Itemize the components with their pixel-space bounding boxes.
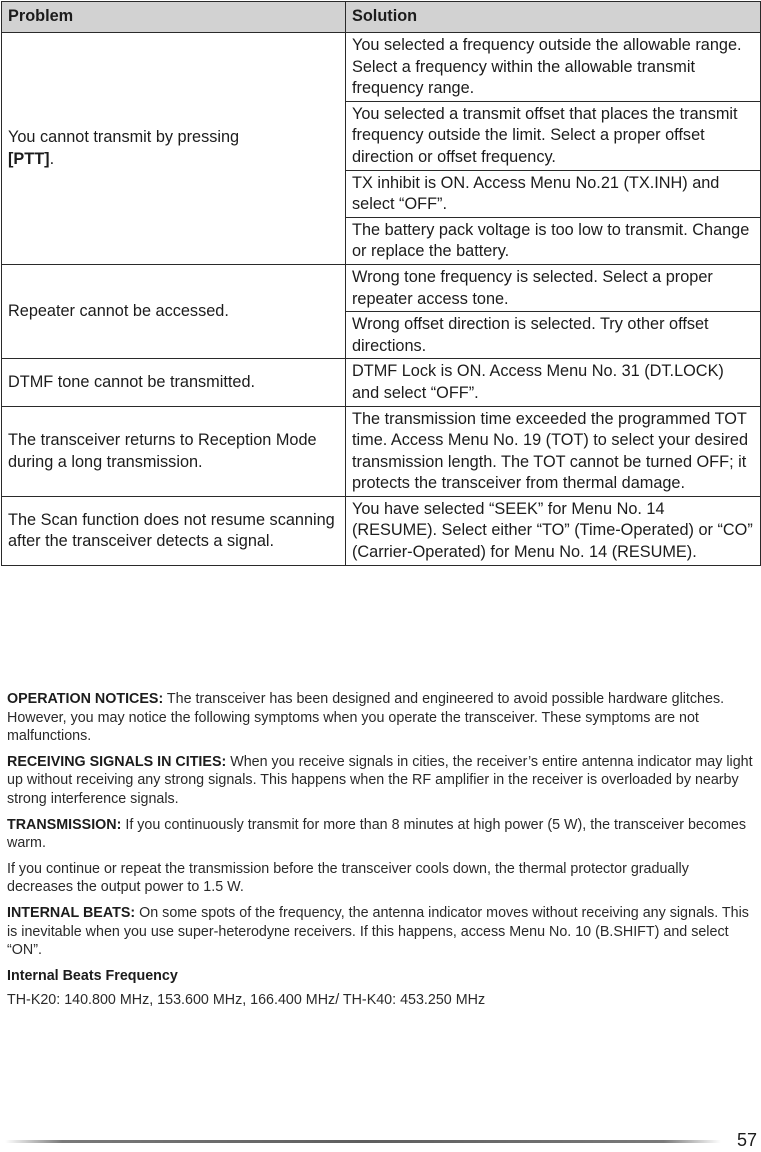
beats-frequency-text: TH-K20: 140.800 MHz, 153.600 MHz, 166.400 MHz/ TH-K40: 453.250 MHz bbox=[7, 992, 486, 1009]
problem-cell: Repeater cannot be accessed. bbox=[2, 264, 346, 358]
table-row bbox=[2, 264, 761, 311]
table-row bbox=[2, 33, 761, 102]
problem-punctuation: . bbox=[49, 149, 55, 168]
receiving-signals-paragraph bbox=[7, 753, 757, 809]
transmission-paragraph bbox=[7, 816, 757, 853]
transmission-continued-paragraph: If you continue or repeat the transmission before the transceiver cools down, the thermal protector gradually decreases the output power to 1.5 W. bbox=[7, 860, 689, 896]
solution-cell: The battery pack voltage is too low to transmit. Change or replace the battery. bbox=[346, 217, 761, 264]
footer-rule bbox=[5, 1140, 721, 1143]
solution-cell: DTMF Lock is ON. Access Menu No. 31 (DT.LOCK) and select “OFF”. bbox=[346, 359, 761, 406]
notices-section bbox=[7, 690, 757, 1017]
operation-notices-text: The transceiver has been designed and engineered to avoid possible hardware glitches. However, you may notice the following symptoms when you operate the transceiver. These symptoms are not malfunctions. bbox=[7, 691, 725, 745]
problem-cell: The Scan function does not resume scanning after the transceiver detects a signal. bbox=[2, 496, 346, 565]
table-row bbox=[2, 359, 761, 406]
internal-beats-text: On some spots of the frequency, the antenna indicator moves without receiving any signals. This is inevitable when you use super-heterodyne receivers. If this happens, access Menu No. 10 (B.SHIFT) and select “ON”. bbox=[7, 904, 749, 959]
internal-beats-paragraph bbox=[7, 904, 757, 960]
table-header-row bbox=[2, 2, 761, 33]
table-row bbox=[2, 406, 761, 496]
solution-cell: TX inhibit is ON. Access Menu No.21 (TX.INH) and select “OFF”. bbox=[346, 170, 761, 217]
receiving-signals-text: When you receive signals in cities, the receiver’s entire antenna indicator may light up without receiving any strong signals. This happens when the RF amplifier in the receiver is overloaded by nearby strong interference signals. bbox=[7, 753, 753, 807]
solution-cell: You selected a transmit offset that places the transmit frequency outside the limit. Select a proper offset direction or offset frequency. bbox=[346, 101, 761, 170]
problem-text: You cannot transmit by pressing bbox=[8, 128, 240, 147]
page-number: 57 bbox=[736, 1130, 757, 1150]
transmission-heading: TRANSMISSION: bbox=[7, 816, 122, 833]
problem-column-header: Problem bbox=[2, 2, 346, 33]
problem-cell: The transceiver returns to Reception Mode during a long transmission. bbox=[2, 406, 346, 496]
problem-cell bbox=[2, 33, 346, 265]
operation-notices-heading: OPERATION NOTICES: bbox=[7, 691, 164, 707]
solution-cell: Wrong offset direction is selected. Try other offset directions. bbox=[346, 312, 761, 359]
solution-column-header: Solution bbox=[346, 2, 761, 33]
receiving-signals-heading: RECEIVING SIGNALS IN CITIES: bbox=[7, 753, 227, 770]
transmission-text: If you continuously transmit for more than 8 minutes at high power (5 W), the transceiver becomes warm. bbox=[7, 816, 746, 852]
operation-notices-paragraph bbox=[7, 690, 757, 746]
beats-frequency-heading: Internal Beats Frequency bbox=[7, 967, 178, 984]
solution-cell: The transmission time exceeded the programmed TOT time. Access Menu No. 19 (TOT) to select your desired transmission length. The TOT cannot be turned OFF; it protects the transceiver from thermal damage. bbox=[346, 406, 761, 496]
internal-beats-heading: INTERNAL BEATS: bbox=[7, 904, 136, 921]
problem-cell: DTMF tone cannot be transmitted. bbox=[2, 359, 346, 406]
troubleshooting-table bbox=[1, 1, 761, 566]
ptt-key-label: [PTT] bbox=[8, 149, 50, 168]
solution-cell: You selected a frequency outside the allowable range. Select a frequency within the allowable transmit frequency range. bbox=[346, 33, 761, 102]
solution-cell: Wrong tone frequency is selected. Select a proper repeater access tone. bbox=[346, 264, 761, 311]
table-row bbox=[2, 496, 761, 565]
solution-cell: You have selected “SEEK” for Menu No. 14 (RESUME). Select either “TO” (Time-Operated) or “CO” (Carrier-Operated) for Menu No. 14 (RESUME). bbox=[346, 496, 761, 565]
